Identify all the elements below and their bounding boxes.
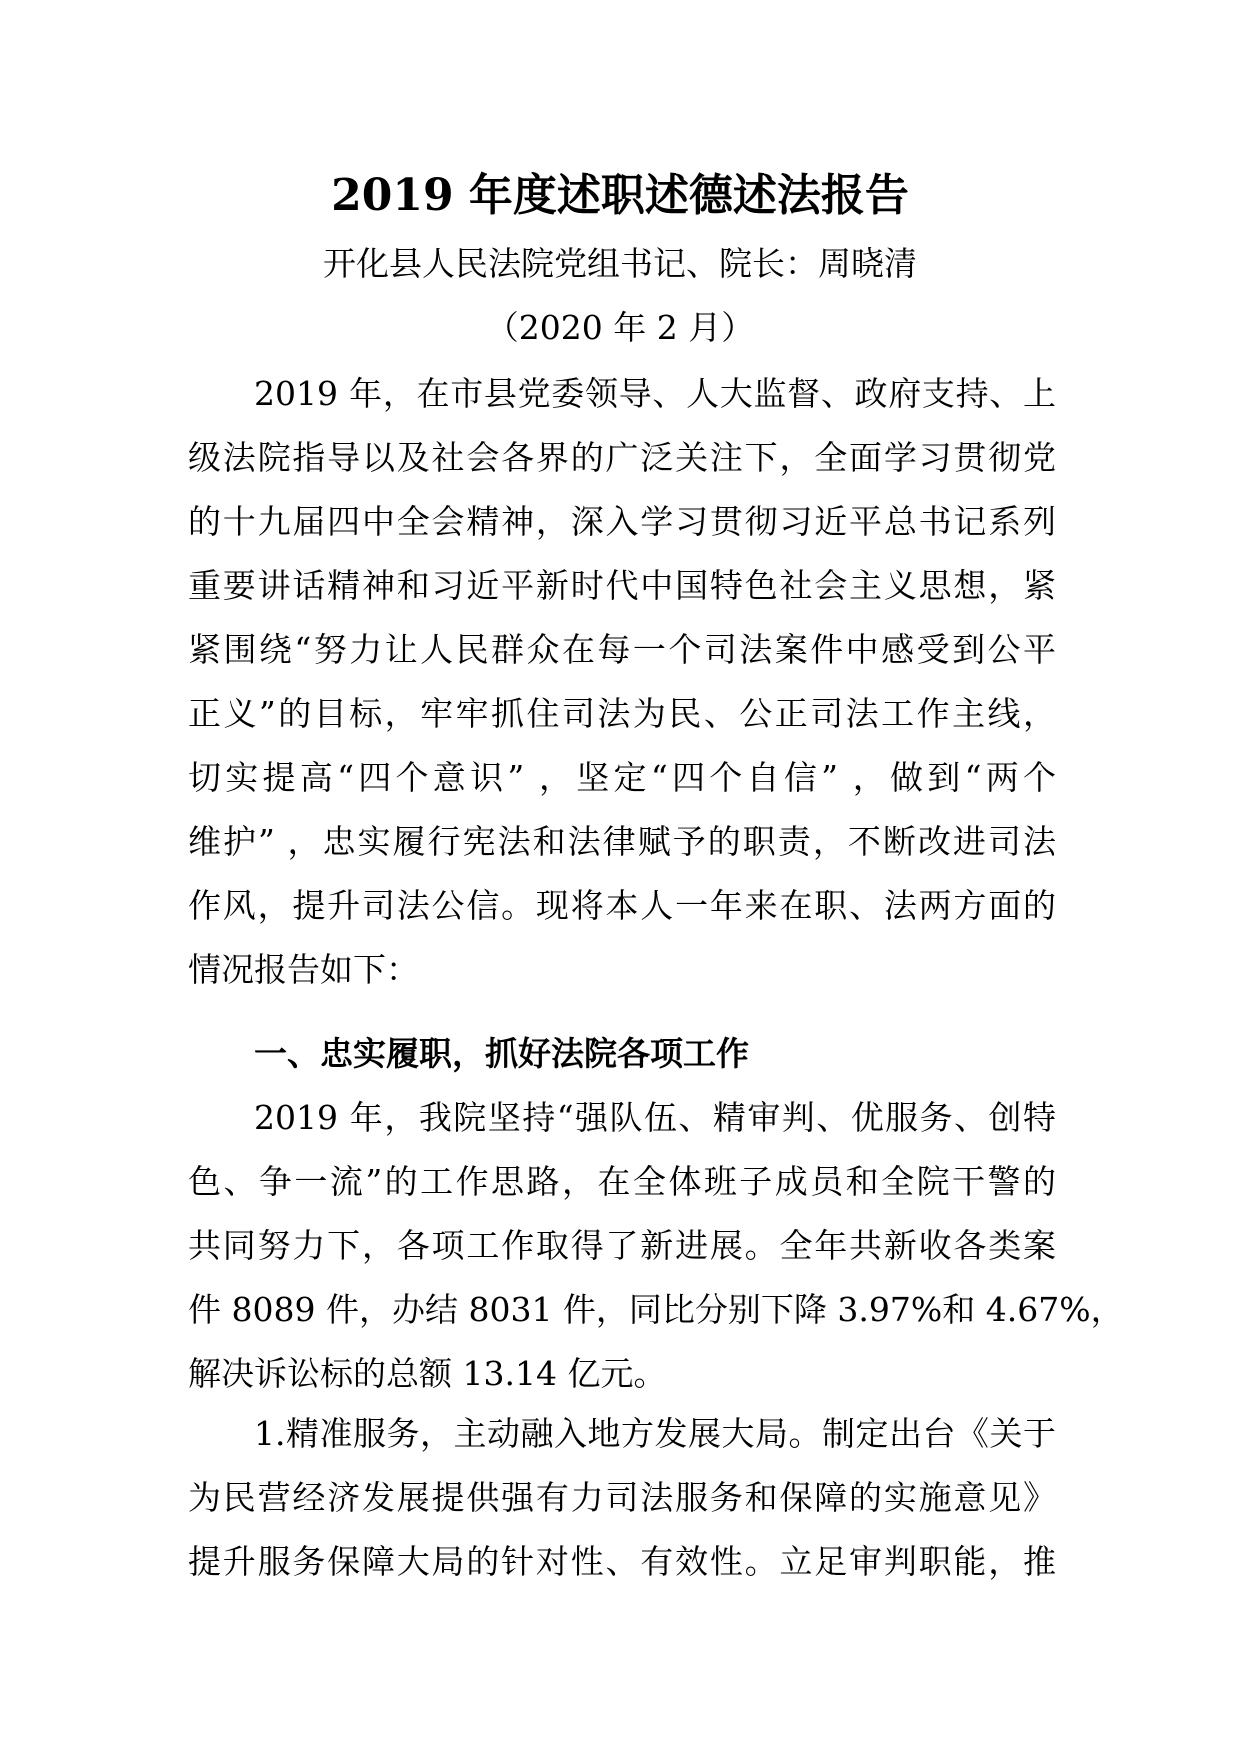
paragraph-line: 作风，提升司法公信。现将本人一年来在职、法两方面的 [188,886,1056,925]
paragraph-line: 级法院指导以及社会各界的广泛关注下，全面学习贯彻党 [188,438,1056,477]
paragraph-line: 解决诉讼标的总额 13.14 亿元。 [188,1354,667,1393]
service-paragraph [188,1402,1056,1594]
paragraph-line: 情况报告如下： [188,950,419,989]
document-author: 开化县人民法院党组书记、院长：周晓清 [323,244,917,283]
paragraph-line: 切实提高“四个意识” ，坚定“四个自信” ，做到“两个 [188,758,1056,797]
paragraph-line: 紧围绕“努力让人民群众在每一个司法案件中感受到公平 [188,630,1056,669]
paragraph-line: 件 8089 件，办结 8031 件，同比分别下降 3.97%和 4.67%， [188,1290,1124,1329]
paragraph-line: 的十九届四中全会精神，深入学习贯彻习近平总书记系列 [188,502,1056,541]
paragraph-line: 2019 年，我院坚持“强队伍、精审判、优服务、创特 [254,1098,1056,1137]
summary-paragraph [188,1086,1124,1406]
paragraph-line: 为民营经济发展提供强有力司法服务和保障的实施意见》 [188,1478,1056,1517]
paragraph-line: 2019 年，在市县党委领导、人大监督、政府支持、上 [254,374,1056,413]
paragraph-line: 共同努力下，各项工作取得了新进展。全年共新收各类案 [188,1226,1056,1265]
document-date: （2020 年 2 月） [485,308,755,347]
document-title: 2019 年度述职述德述法报告 [331,170,909,221]
paragraph-line: 提升服务保障大局的针对性、有效性。立足审判职能，推 [188,1542,1056,1581]
paragraph-line: 重要讲话精神和习近平新时代中国特色社会主义思想，紧 [188,566,1056,605]
paragraph-line: 色、争一流”的工作思路，在全体班子成员和全院干警的 [188,1162,1056,1201]
paragraph-line: 维护” ，忠实履行宪法和法律赋予的职责，不断改进司法 [188,822,1056,861]
paragraph-line: 正义”的目标，牢牢抓住司法为民、公正司法工作主线， [188,694,1056,733]
section-heading: 一、忠实履职，抓好法院各项工作 [254,1034,749,1073]
intro-paragraph [188,362,1056,1002]
paragraph-line: 1.精准服务，主动融入地方发展大局。制定出台《关于 [254,1414,1056,1453]
